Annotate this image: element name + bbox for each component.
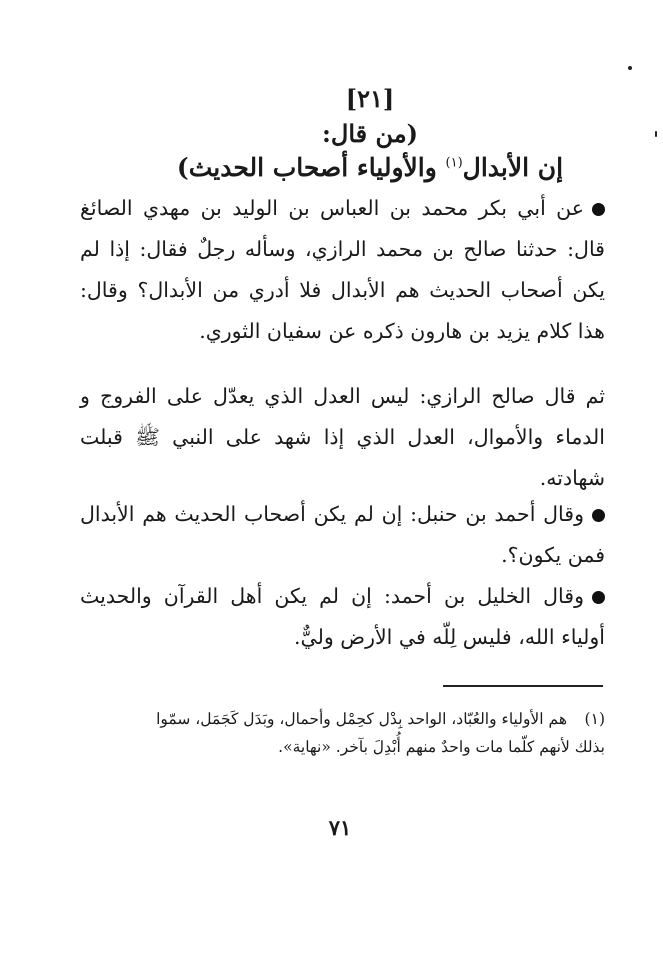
paragraph-text: ثم قال صالح الرازي: ليس العدل الذي يعدّل على الفروج و الدماء والأموال، العدل الذي إذا شهد على النبي ﷺ قبلت شهادته. <box>80 384 605 490</box>
paragraph-3 <box>80 494 605 576</box>
paragraph-text: وقال أحمد بن حنبل: إن لم يكن أصحاب الحديث هم الأبدال فمن يكون؟. <box>80 502 605 567</box>
chapter-number: [٢١] <box>345 84 395 113</box>
paragraph-text: وقال الخليل بن أحمد: إن لم يكن أهل القرآن والحديث أولياء الله، فليس لِلّه في الأرض وليٌّ. <box>80 584 605 649</box>
scan-speck <box>628 66 632 70</box>
paragraph-1 <box>80 188 605 352</box>
paragraph-4 <box>80 576 605 658</box>
chapter-title-main: إن الأبدال <box>462 153 564 182</box>
bullet-icon <box>592 509 605 522</box>
chapter-subtitle: (من قال: <box>322 119 418 148</box>
scan-speck <box>655 131 657 137</box>
footnote <box>145 705 605 761</box>
footnote-number: (١) <box>584 710 605 728</box>
bullet-icon <box>592 591 605 604</box>
paragraph-text: عن أبي بكر محمد بن العباس بن الوليد بن مهدي الصائغ قال: حدثنا صالح بن محمد الرازي، وسأله رجلٌ فقال: إذا لم يكن أصحاب الحديث هم الأبدال فلا أدري من الأبدال؟ وقال: هذا كلام يزيد بن هارون ذكره عن سفيان الثوري. <box>80 196 605 343</box>
page-number: ٧١ <box>328 815 352 840</box>
chapter-title-rest: والأولياء أصحاب الحديث) <box>176 153 446 182</box>
paragraph-2 <box>80 376 605 499</box>
footnote-reference[interactable]: (١) <box>445 155 463 171</box>
chapter-title <box>150 153 590 182</box>
footnote-text: هم الأولياء والعُبّاد، الواحد بِدْل كحِمْل وأحمال، وبَدَل كَجَمَل، سمّوا بذلك لأنهم كلّما مات واحدٌ منهم أُبْدِلَ بآخر. «نهاية». <box>156 710 605 756</box>
bullet-icon <box>592 203 605 216</box>
footnote-divider <box>443 685 603 687</box>
